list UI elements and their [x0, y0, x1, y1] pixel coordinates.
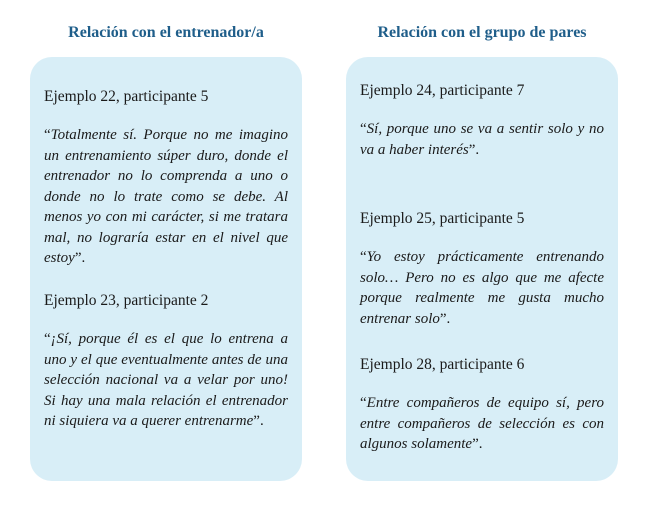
example-title: Ejemplo 28, participante 6	[360, 356, 525, 373]
example-block	[44, 87, 288, 269]
quote-open-mark: “	[44, 331, 51, 347]
peer-group-relationship-heading: Relación con el grupo de pares	[377, 24, 587, 41]
example-title: Ejemplo 24, participante 7	[360, 82, 525, 99]
quote-text: Yo estoy prácticamente entrenando solo… Pero no es algo que me afecte porque realmente me gusta mucho entrenar solo	[360, 249, 604, 327]
example-quote	[44, 329, 288, 432]
example-block	[360, 209, 604, 329]
quote-text: Totalmente sí. Porque no me imagino un entrenamiento súper duro, donde el entrenador no lo comprenda a uno o donde no lo trate como se debe. Al menos yo con mi carácter, si me tratara mal, no lograría estar en el nivel que estoy	[44, 127, 288, 266]
example-title: Ejemplo 23, participante 2	[44, 292, 209, 309]
quote-open-mark: “	[360, 249, 367, 265]
example-quote	[44, 125, 288, 269]
peer-group-relationship-panel	[346, 57, 618, 481]
quote-text: Entre compañeros de equipo sí, pero entre compañeros de selección es con algunos solamente	[360, 395, 604, 452]
quote-text: Sí, porque uno se va a sentir solo y no va a haber interés	[360, 121, 604, 158]
example-quote	[360, 119, 604, 160]
coach-relationship-panel	[30, 57, 302, 481]
example-quote	[360, 247, 604, 329]
quote-close-mark: ”.	[468, 141, 480, 158]
quote-close-mark: ”.	[253, 413, 264, 429]
example-title: Ejemplo 25, participante 5	[360, 210, 525, 227]
example-block	[360, 355, 604, 455]
quote-open-mark: “	[360, 121, 367, 137]
coach-relationship-heading: Relación con el entrenador/a	[68, 24, 264, 41]
quote-close-mark: ”.	[472, 436, 483, 452]
quote-close-mark: ”.	[74, 250, 86, 266]
example-quote	[360, 393, 604, 455]
quote-open-mark: “	[44, 127, 51, 143]
example-block	[44, 291, 288, 432]
example-title: Ejemplo 22, participante 5	[44, 88, 209, 105]
example-block	[360, 81, 604, 160]
quote-text: ¡Sí, porque él es el que lo entrena a uno y el que eventualmente antes de una selección nacional va a velar por uno! Si hay una mala relación el entrenador ni siquiera va a querer entrenarme	[44, 331, 288, 429]
quote-close-mark: ”.	[439, 310, 451, 327]
quote-open-mark: “	[360, 395, 367, 411]
